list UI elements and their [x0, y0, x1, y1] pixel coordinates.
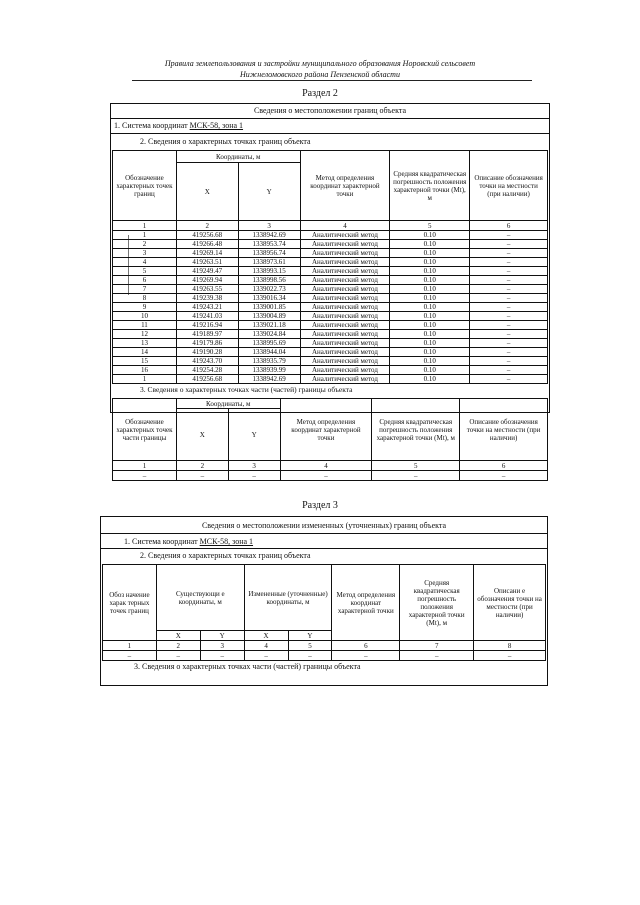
accuracy-cell: 0.10	[390, 339, 470, 348]
point-cell: 12	[113, 330, 177, 339]
y-cell: 1338939.99	[238, 366, 300, 375]
column-number-cell: 3	[228, 461, 280, 471]
desc-cell: –	[470, 348, 548, 357]
desc-cell: –	[470, 231, 548, 240]
method-cell: Аналитический метод	[300, 285, 390, 294]
table-row	[113, 267, 548, 276]
method-cell: Аналитический метод	[300, 348, 390, 357]
x-cell: 419254.28	[176, 366, 238, 375]
section-3-system	[124, 537, 253, 546]
dash-cell: –	[280, 471, 372, 481]
s3-system-value: МСК-58, зона 1	[199, 537, 254, 546]
desc-cell: –	[470, 294, 548, 303]
dash-cell: –	[400, 651, 474, 661]
point-cell: 15	[113, 357, 177, 366]
table-row	[113, 231, 548, 240]
s3-col-desc-header: Описани е обозначения точки на местности (при наличии)	[474, 565, 546, 641]
accuracy-cell: 0.10	[390, 321, 470, 330]
desc-cell: –	[470, 240, 548, 249]
column-number-cell: 2	[176, 461, 228, 471]
x-cell: 419256.68	[176, 231, 238, 240]
accuracy-cell: 0.10	[390, 285, 470, 294]
header-rule	[132, 80, 532, 81]
desc-cell: –	[470, 285, 548, 294]
y-cell: 1338973.61	[238, 258, 300, 267]
method-cell: Аналитический метод	[300, 276, 390, 285]
point-cell: 11	[113, 321, 177, 330]
column-number-cell: 4	[280, 461, 372, 471]
column-number-cell: 5	[372, 461, 460, 471]
col-y-header: Y	[238, 163, 300, 221]
s3-system-prefix: 1. Система координат	[124, 537, 200, 546]
desc-cell: –	[470, 321, 548, 330]
accuracy-cell: 0.10	[390, 312, 470, 321]
accuracy-cell: 0.10	[390, 348, 470, 357]
s3-system-divider	[100, 548, 548, 549]
x-cell: 419243.70	[176, 357, 238, 366]
table-row	[113, 258, 548, 267]
col-accuracy-header: Средняя квадратическая погрешность положения характерной точки (Mt), м	[390, 151, 470, 221]
point-cell: 9	[113, 303, 177, 312]
point-cell: 3	[113, 249, 177, 258]
y-cell: 1339001.85	[238, 303, 300, 312]
y-cell: 1338998.56	[238, 276, 300, 285]
header-line-1: Правила землепользования и застройки муниципального образования Норовский сельсовет	[164, 59, 476, 68]
s3-caption-divider	[100, 533, 548, 534]
system-divider	[110, 133, 550, 134]
column-number-cell: 5	[390, 221, 470, 231]
method-cell: Аналитический метод	[300, 366, 390, 375]
point-cell: 1	[113, 231, 177, 240]
desc-cell: –	[470, 267, 548, 276]
method-cell: Аналитический метод	[300, 303, 390, 312]
point-cell: 2	[113, 240, 177, 249]
table-row	[113, 249, 548, 258]
section-3-title: Раздел 3	[302, 500, 338, 511]
column-number-cell: 6	[470, 221, 548, 231]
column-number-row	[113, 221, 548, 231]
method-cell: Аналитический метод	[300, 357, 390, 366]
desc-cell: –	[470, 339, 548, 348]
column-number-cell: 4	[244, 641, 288, 651]
accuracy-cell: 0.10	[390, 267, 470, 276]
section-3-coords-table	[102, 564, 546, 661]
y-cell: 1338942.69	[238, 231, 300, 240]
accuracy-cell: 0.10	[390, 303, 470, 312]
column-number-cell: 6	[332, 641, 400, 651]
section-2-sub3: 3. Сведения о характерных точках части (частей) границы объекта	[140, 385, 353, 394]
x-cell: 419269.94	[176, 276, 238, 285]
s3-col-changed-header: Измененные (уточненные) координаты, м	[244, 565, 332, 631]
column-number-cell: 6	[460, 461, 548, 471]
y-cell: 1338995.69	[238, 339, 300, 348]
table-row	[113, 348, 548, 357]
section-2-sub2: 2. Сведения о характерных точках границ объекта	[140, 137, 311, 146]
col-coords-header: Координаты, м	[176, 151, 300, 163]
method-cell: Аналитический метод	[300, 375, 390, 384]
y-cell: 1338935.79	[238, 357, 300, 366]
method-cell: Аналитический метод	[300, 312, 390, 321]
y-cell: 1338953.74	[238, 240, 300, 249]
point-cell: 8	[113, 294, 177, 303]
point-cell: 13	[113, 339, 177, 348]
table-row	[113, 285, 548, 294]
system-prefix: 1. Система координат	[114, 121, 190, 130]
x-cell: 419263.55	[176, 285, 238, 294]
method-cell: Аналитический метод	[300, 249, 390, 258]
x-cell: 419216.94	[176, 321, 238, 330]
column-number-cell: 2	[156, 641, 200, 651]
s3-col-accuracy-header: Средняя квадратическая погрешность положения характерной точки (Mt), м	[400, 565, 474, 641]
column-number-cell: 4	[300, 221, 390, 231]
col-x-header: X	[176, 163, 238, 221]
dash-cell: –	[103, 651, 157, 661]
method-cell: Аналитический метод	[300, 267, 390, 276]
x-cell: 419189.97	[176, 330, 238, 339]
column-number-cell: 7	[400, 641, 474, 651]
table-row	[113, 357, 548, 366]
dash-cell: –	[332, 651, 400, 661]
dash-cell: –	[474, 651, 546, 661]
y-cell: 1339004.89	[238, 312, 300, 321]
accuracy-cell: 0.10	[390, 366, 470, 375]
table-row	[113, 303, 548, 312]
caption-divider	[110, 118, 550, 119]
x-cell: 419190.28	[176, 348, 238, 357]
table-row	[113, 276, 548, 285]
y-cell: 1339021.18	[238, 321, 300, 330]
x-cell: 419266.48	[176, 240, 238, 249]
table-row	[113, 294, 548, 303]
table-row	[113, 240, 548, 249]
t3-col-x-header: X	[176, 409, 228, 461]
accuracy-cell: 0.10	[390, 240, 470, 249]
t3-col-method-header: Метод определения координат характерной точки	[280, 399, 372, 461]
table-row	[113, 366, 548, 375]
accuracy-cell: 0.10	[390, 258, 470, 267]
s3-col-x1-header: X	[156, 631, 200, 641]
system-value: МСК-58, зона 1	[189, 121, 244, 130]
desc-cell: –	[470, 258, 548, 267]
t3-col-coords-header: Координаты, м	[176, 399, 280, 409]
dash-cell: –	[288, 651, 332, 661]
x-cell: 419239.38	[176, 294, 238, 303]
column-number-cell: 8	[474, 641, 546, 651]
desc-cell: –	[470, 276, 548, 285]
s3-col-y1-header: Y	[200, 631, 244, 641]
section-3-sub3: 3. Сведения о характерных точках части (частей) границы объекта	[134, 662, 361, 671]
desc-cell: –	[470, 312, 548, 321]
section-2-title: Раздел 2	[302, 88, 338, 99]
column-number-cell: 2	[176, 221, 238, 231]
dash-cell: –	[176, 471, 228, 481]
point-cell: 14	[113, 348, 177, 357]
dash-cell: –	[113, 471, 177, 481]
t3-col-desc-header: Описание обозначения точки на местности (при наличии)	[460, 399, 548, 461]
s3-col-x2-header: X	[244, 631, 288, 641]
y-cell: 1338942.69	[238, 375, 300, 384]
table-row	[113, 321, 548, 330]
point-cell: 6	[113, 276, 177, 285]
col-point-header: Обозначение характерных точек границ	[113, 151, 177, 221]
point-cell: 4	[113, 258, 177, 267]
method-cell: Аналитический метод	[300, 240, 390, 249]
y-cell: 1339022.73	[238, 285, 300, 294]
column-number-cell: 1	[103, 641, 157, 651]
s3-col-method-header: Метод определения координат характерной точки	[332, 565, 400, 641]
t3-column-number-row	[113, 461, 548, 471]
accuracy-cell: 0.10	[390, 276, 470, 285]
header-line-2: Нижнеломовского района Пензенской области	[240, 70, 400, 79]
table-row	[113, 330, 548, 339]
section-3-sub2: 2. Сведения о характерных точках границ объекта	[140, 551, 311, 560]
s3-dash-row	[103, 651, 546, 661]
column-number-cell: 1	[113, 461, 177, 471]
point-cell: 5	[113, 267, 177, 276]
y-cell: 1339016.34	[238, 294, 300, 303]
accuracy-cell: 0.10	[390, 357, 470, 366]
dash-cell: –	[460, 471, 548, 481]
s3-col-existing-header: Существующи е координаты, м	[156, 565, 244, 631]
t3-col-accuracy-header: Средняя квадратическая погрешность положения характерной точки (Mt), м	[372, 399, 460, 461]
dash-cell: –	[372, 471, 460, 481]
column-number-cell: 1	[113, 221, 177, 231]
method-cell: Аналитический метод	[300, 321, 390, 330]
method-cell: Аналитический метод	[300, 258, 390, 267]
x-cell: 419179.86	[176, 339, 238, 348]
y-cell: 1338993.15	[238, 267, 300, 276]
desc-cell: –	[470, 375, 548, 384]
section-2-parts-table	[112, 398, 548, 481]
dash-cell: –	[228, 471, 280, 481]
t3-col-y-header: Y	[228, 409, 280, 461]
x-cell: 419263.51	[176, 258, 238, 267]
desc-cell: –	[470, 330, 548, 339]
x-cell: 419269.14	[176, 249, 238, 258]
x-cell: 419256.68	[176, 375, 238, 384]
table-row	[113, 339, 548, 348]
desc-cell: –	[470, 357, 548, 366]
accuracy-cell: 0.10	[390, 294, 470, 303]
dash-cell: –	[244, 651, 288, 661]
column-number-cell: 3	[200, 641, 244, 651]
section-2-system	[114, 121, 243, 130]
point-cell: 1	[113, 375, 177, 384]
t3-col-point-header: Обозначение характерных точек части границы	[113, 399, 177, 461]
section-2-coords-table	[112, 150, 548, 384]
dash-cell: –	[156, 651, 200, 661]
section-2-caption: Сведения о местоположении границ объекта	[253, 106, 407, 115]
col-method-header: Метод определения координат характерной точки	[300, 151, 390, 221]
x-cell: 419243.21	[176, 303, 238, 312]
dash-cell: –	[200, 651, 244, 661]
accuracy-cell: 0.10	[390, 330, 470, 339]
point-cell: 10	[113, 312, 177, 321]
t3-dash-row	[113, 471, 548, 481]
s3-column-number-row	[103, 641, 546, 651]
desc-cell: –	[470, 249, 548, 258]
y-cell: 1338944.04	[238, 348, 300, 357]
desc-cell: –	[470, 303, 548, 312]
method-cell: Аналитический метод	[300, 339, 390, 348]
s3-col-point-header: Обоз начение харак терных точек границ	[103, 565, 157, 641]
column-number-cell: 3	[238, 221, 300, 231]
x-cell: 419241.03	[176, 312, 238, 321]
section-3-caption: Сведения о местоположении измененных (уточненных) границ объекта	[201, 521, 447, 530]
accuracy-cell: 0.10	[390, 249, 470, 258]
point-cell: 7	[113, 285, 177, 294]
accuracy-cell: 0.10	[390, 231, 470, 240]
table-row	[113, 312, 548, 321]
method-cell: Аналитический метод	[300, 294, 390, 303]
y-cell: 1338956.74	[238, 249, 300, 258]
desc-cell: –	[470, 366, 548, 375]
page-header	[0, 58, 640, 80]
s3-col-y2-header: Y	[288, 631, 332, 641]
method-cell: Аналитический метод	[300, 330, 390, 339]
accuracy-cell: 0.10	[390, 375, 470, 384]
table-row	[113, 375, 548, 384]
column-number-cell: 5	[288, 641, 332, 651]
x-cell: 419249.47	[176, 267, 238, 276]
point-cell: 16	[113, 366, 177, 375]
y-cell: 1339024.84	[238, 330, 300, 339]
method-cell: Аналитический метод	[300, 231, 390, 240]
col-desc-header: Описание обозначения точки на местности (при наличии)	[470, 151, 548, 221]
